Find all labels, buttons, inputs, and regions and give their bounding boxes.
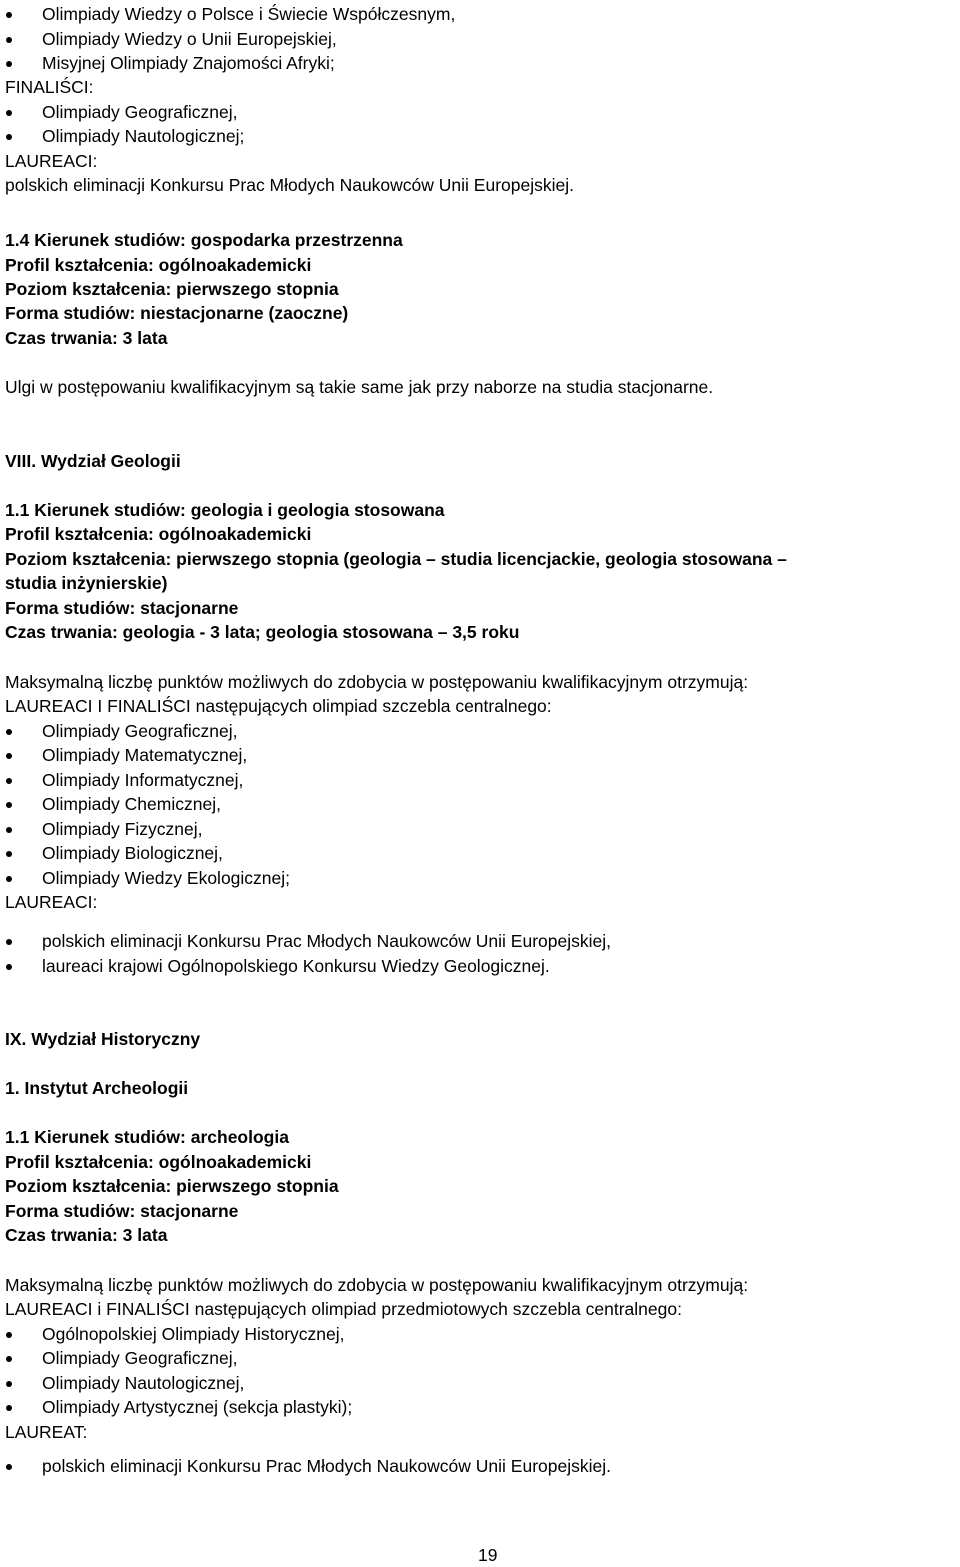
- laureaci-label: LAUREACI:: [5, 151, 98, 171]
- profil-line: Profil kształcenia: ogólnoakademicki: [5, 524, 312, 544]
- list-item: Ogólnopolskiej Olimpiady Historycznej,: [42, 1324, 345, 1344]
- profil-line: Profil kształcenia: ogólnoakademicki: [5, 255, 312, 275]
- paragraph: LAUREACI i FINALIŚCI następujących olimpiad przedmiotowych szczebla centralnego:: [5, 1299, 682, 1319]
- list-item: Misyjnej Olimpiady Znajomości Afryki;: [42, 53, 335, 73]
- list-item: Olimpiady Informatycznej,: [42, 770, 244, 790]
- list-item: Olimpiady Geograficznej,: [42, 102, 238, 122]
- forma-line: Forma studiów: stacjonarne: [5, 598, 239, 618]
- czas-line: Czas trwania: geologia - 3 lata; geologia stosowana – 3,5 roku: [5, 622, 520, 642]
- list-item: Olimpiady Geograficznej,: [42, 721, 238, 741]
- list-item: Olimpiady Artystycznej (sekcja plastyki);: [42, 1397, 353, 1417]
- faculty-heading: IX. Wydział Historyczny: [5, 1029, 201, 1049]
- list-item: Olimpiady Fizycznej,: [42, 819, 203, 839]
- czas-line: Czas trwania: 3 lata: [5, 328, 168, 348]
- poziom-line: Poziom kształcenia: pierwszego stopnia (geologia – studia licencjackie, geologia stosowana –: [5, 549, 787, 569]
- section-heading: 1.1 Kierunek studiów: archeologia: [5, 1127, 289, 1147]
- poziom-line: Poziom kształcenia: pierwszego stopnia: [5, 279, 339, 299]
- forma-line: Forma studiów: niestacjonarne (zaoczne): [5, 303, 349, 323]
- list-item: Olimpiady Nautologicznej;: [42, 126, 245, 146]
- institute-heading: 1. Instytut Archeologii: [5, 1078, 189, 1098]
- list-item: laureaci krajowi Ogólnopolskiego Konkursu Wiedzy Geologicznej.: [42, 956, 550, 976]
- paragraph: Ulgi w postępowaniu kwalifikacyjnym są takie same jak przy naborze na studia stacjonarne.: [5, 377, 714, 397]
- page-number: 19: [478, 1545, 498, 1565]
- laureat-label: LAUREAT:: [5, 1422, 88, 1442]
- list-item: Olimpiady Wiedzy o Polsce i Świecie Współczesnym,: [42, 4, 456, 24]
- paragraph: LAUREACI I FINALIŚCI następujących olimpiad szczebla centralnego:: [5, 696, 552, 716]
- paragraph: polskich eliminacji Konkursu Prac Młodych Naukowców Unii Europejskiej.: [5, 175, 574, 195]
- laureaci-label: LAUREACI:: [5, 892, 98, 912]
- faculty-heading: VIII. Wydział Geologii: [5, 451, 181, 471]
- list-item: Olimpiady Nautologicznej,: [42, 1373, 245, 1393]
- list-item: polskich eliminacji Konkursu Prac Młodych Naukowców Unii Europejskiej.: [42, 1456, 611, 1476]
- list-item: Olimpiady Chemicznej,: [42, 794, 221, 814]
- list-item: Olimpiady Wiedzy o Unii Europejskiej,: [42, 29, 337, 49]
- list-item: Olimpiady Matematycznej,: [42, 745, 248, 765]
- list-item: Olimpiady Wiedzy Ekologicznej;: [42, 868, 291, 888]
- profil-line: Profil kształcenia: ogólnoakademicki: [5, 1152, 312, 1172]
- paragraph: Maksymalną liczbę punktów możliwych do zdobycia w postępowaniu kwalifikacyjnym otrzymują:: [5, 1275, 749, 1295]
- list-item: Olimpiady Geograficznej,: [42, 1348, 238, 1368]
- list-item: Olimpiady Biologicznej,: [42, 843, 223, 863]
- finalisci-label: FINALIŚCI:: [5, 77, 94, 97]
- czas-line: Czas trwania: 3 lata: [5, 1225, 168, 1245]
- poziom-line: Poziom kształcenia: pierwszego stopnia: [5, 1176, 339, 1196]
- section-heading: 1.1 Kierunek studiów: geologia i geologia stosowana: [5, 500, 445, 520]
- section-heading: 1.4 Kierunek studiów: gospodarka przestrzenna: [5, 230, 403, 250]
- paragraph: Maksymalną liczbę punktów możliwych do zdobycia w postępowaniu kwalifikacyjnym otrzymują:: [5, 672, 749, 692]
- list-item: polskich eliminacji Konkursu Prac Młodych Naukowców Unii Europejskiej,: [42, 931, 611, 951]
- forma-line: Forma studiów: stacjonarne: [5, 1201, 239, 1221]
- poziom-line-cont: studia inżynierskie): [5, 573, 168, 593]
